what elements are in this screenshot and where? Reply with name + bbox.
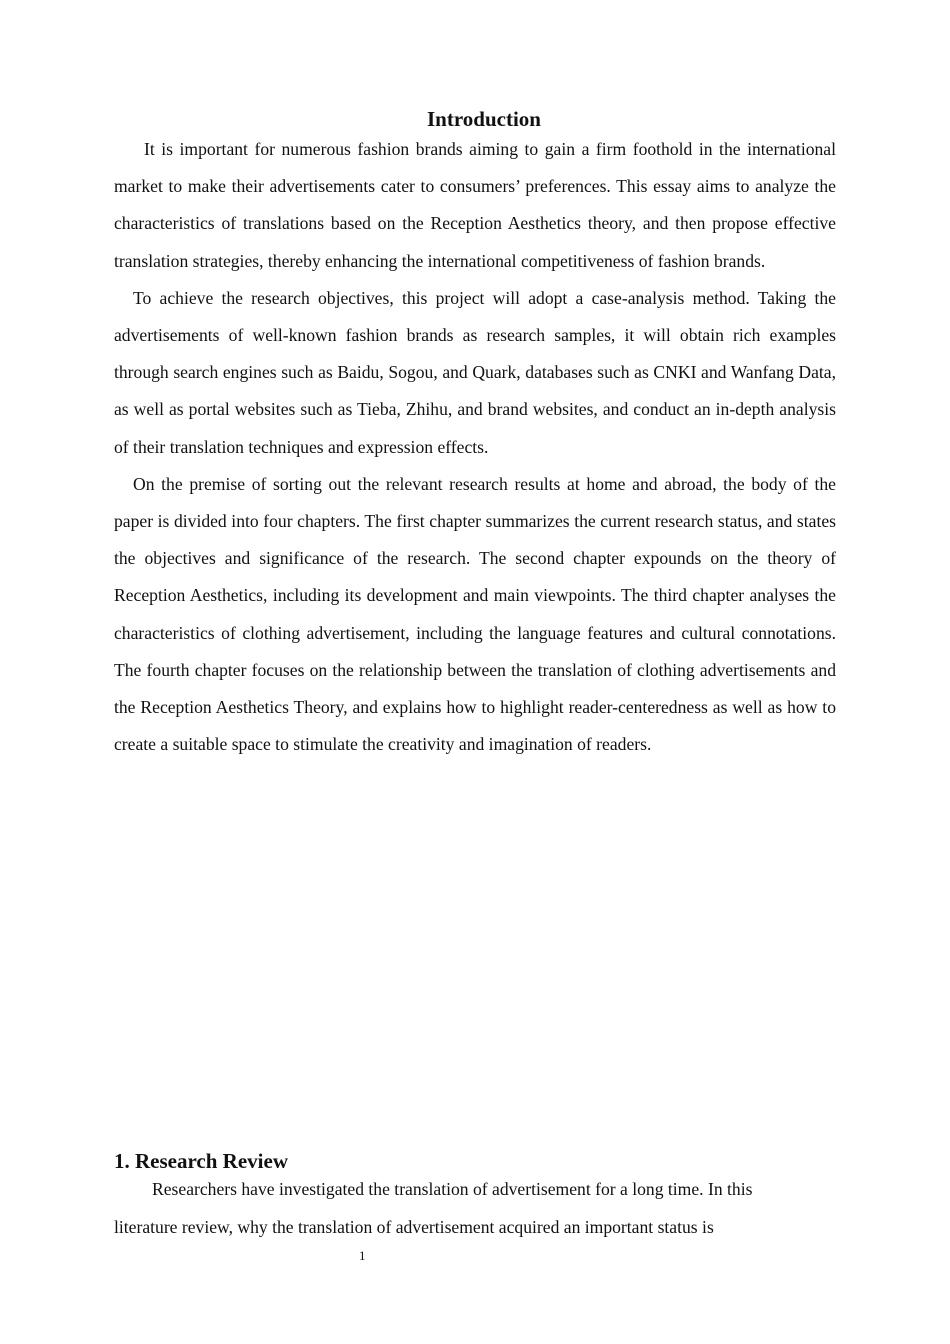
research-review-heading: 1. Research Review [114,1149,288,1173]
page-number: 1 [359,1248,366,1263]
introduction-paragraph-2: To achieve the research objectives, this project will adopt a case-analysis method. Taking the advertisements of well-known fashion brands as research samples, it will obtain rich examples through search engines such as Baidu, Sogou, and Quark, databases such as CNKI and Wanfang Data, as well as portal websites such as Tieba, Zhihu, and brand websites, and conduct an in-depth analysis of their translation techniques and expression effects. [114,287,836,457]
introduction-heading: Introduction [427,107,541,131]
introduction-paragraph-1: It is important for numerous fashion brands aiming to gain a firm foothold in the international market to make their advertisements cater to consumers’ preferences. This essay aims to analyze the characteristics of translations based on the Reception Aesthetics theory, and then propose effective translation strategies, thereby enhancing the international competitiveness of fashion brands. [114,139,836,271]
research-review-line-1: Researchers have investigated the translation of advertisement for a long time. In this [152,1179,753,1199]
research-review-paragraph [114,1171,814,1246]
research-review-body [114,1171,814,1246]
research-review-line-2: literature review, why the translation of advertisement acquired an important status is [114,1216,714,1237]
introduction-body [114,131,836,763]
introduction-paragraph-3: On the premise of sorting out the relevant research results at home and abroad, the body of the paper is divided into four chapters. The first chapter summarizes the current research status, and states the objectives and significance of the research. The second chapter expounds on the theory of Reception Aesthetics, including its development and main viewpoints. The third chapter analyses the characteristics of clothing advertisement, including the language features and cultural connotations. The fourth chapter focuses on the relationship between the translation of clothing advertisements and the Reception Aesthetics Theory, and explains how to highlight reader-centeredness as well as how to create a suitable space to stimulate the creativity and imagination of readers. [114,473,836,755]
